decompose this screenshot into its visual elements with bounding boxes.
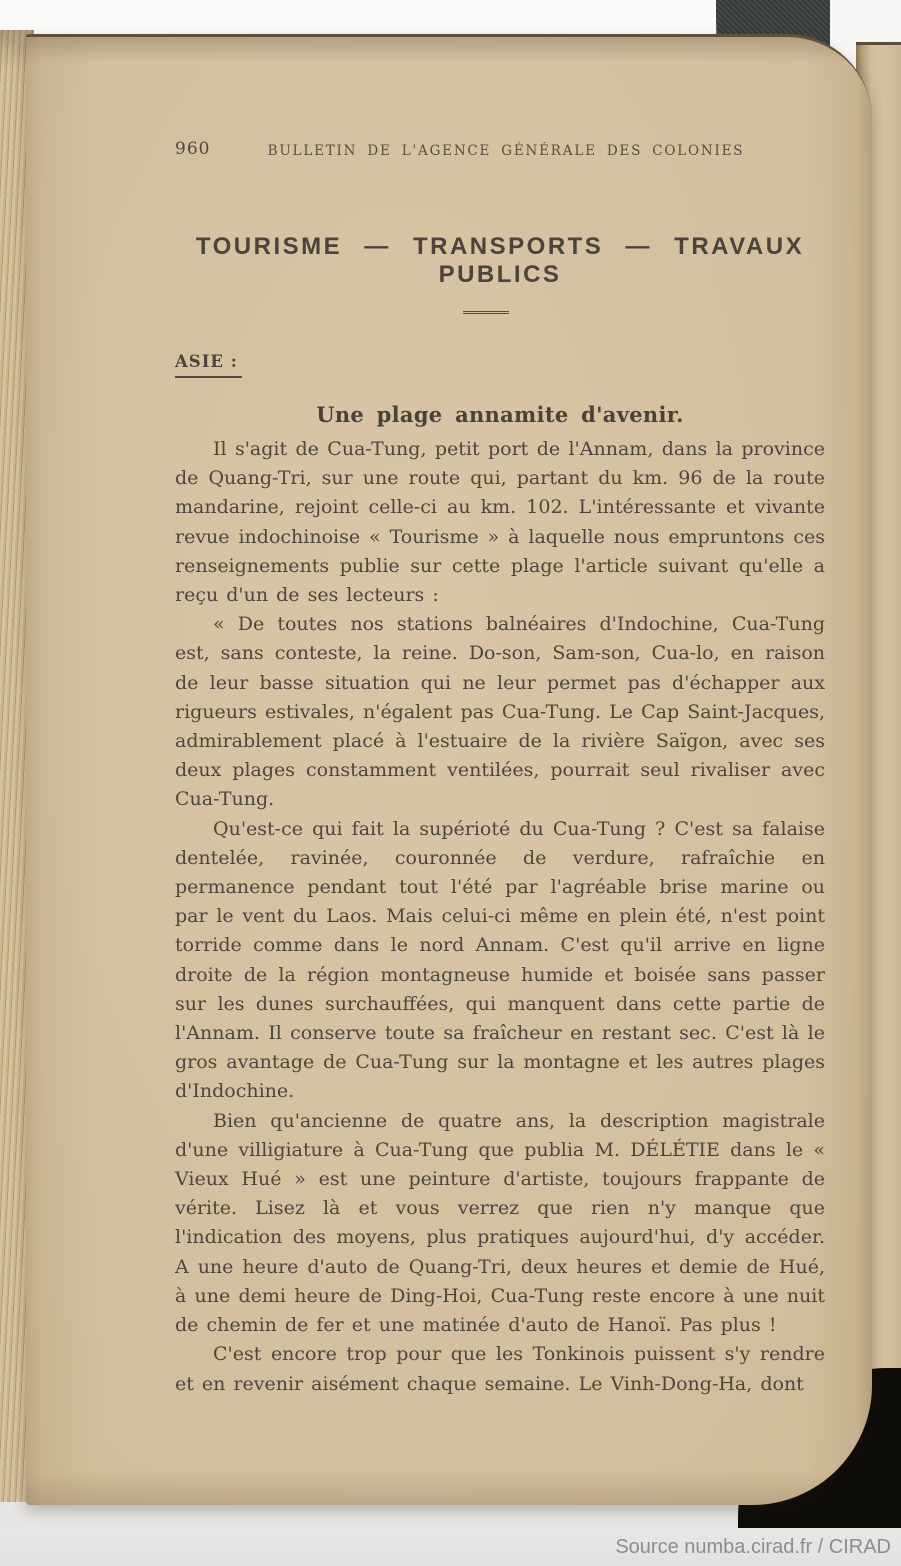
paragraph: Il s'agit de Cua-Tung, petit port de l'Annam, dans la province de Quang-Tri, sur une route qui, partant du km. 96 de la route mandarine, rejoint celle-ci au km. 102. L'intéressante et vivante revue indochinoise « Tourisme » à laquelle nous empruntons ces renseignements publie sur cette plage l'article suivant qu'elle a reçu d'un de ses lecteurs : xyxy=(175,438,825,607)
paragraph: C'est encore trop pour que les Tonkinois puissent s'y rendre et en revenir aisément chaque semaine. Le Vinh-Dong-Ha, dont xyxy=(175,1343,825,1395)
paragraph: Bien qu'ancienne de quatre ans, la description magistrale d'une villigiature à Cua-Tung que publia M. DÉLÉTIE dans le « Vieux Hué » est une peinture d'artiste, toujours frappante de vérite. Lisez là et vous verrez que rien n'y manque que l'indication des moyens, plus pratiques aujourd'hui, d'y accéder. A une heure d'auto de Quang-Tri, deux heures et demie de Hué, à une demi heure de Ding-Hoi, Cua-Tung reste encore à une nuit de chemin de fer et une matinée d'auto de Hanoï. Pas plus ! xyxy=(175,1109,825,1337)
section-title: TOURISME — TRANSPORTS — TRAVAUX PUBLICS xyxy=(195,233,805,288)
source-credit: Source numba.cirad.fr / CIRAD xyxy=(615,1535,891,1558)
book-page xyxy=(26,34,872,1505)
region-label: ASIE : xyxy=(175,352,242,378)
page-number: 960 xyxy=(175,139,211,159)
text-column xyxy=(175,233,825,1399)
running-header: BULLETIN DE L'AGENCE GÉNÉRALE DES COLONIES xyxy=(267,143,745,159)
article-body xyxy=(175,435,825,1399)
source-credit-bar xyxy=(0,1528,901,1566)
paragraph: Qu'est-ce qui fait la supérioté du Cua-Tung ? C'est sa falaise dentelée, ravinée, couronnée de verdure, rafraîchie en permanence pendant tout l'été par l'agréable brise marine ou par le vent du Laos. Mais celui-ci même en plein été, n'est point torride comme dans le nord Annam. C'est qu'il arrive en ligne droite de la région montagneuse humide et boisée sans passer sur les dunes surchauffées, qui manquent dans cette partie de l'Annam. Il conserve toute sa fraîcheur en restant sec. C'est là le gros avantage de Cua-Tung sur la montagne et les autres plages d'Indochine. xyxy=(175,817,825,1103)
paragraph: « De toutes nos stations balnéaires d'Indochine, Cua-Tung est, sans conteste, la reine. Do-son, Sam-son, Cua-lo, en raison de leur basse situation qui ne leur permet pas d'échapper aux rigueurs estivales, n'égalent pas Cua-Tung. Le Cap Saint-Jacques, admirablement placé à l'estuaire de la rivière Saïgon, avec ses deux plages constamment ventilées, pourrait seul rivaliser avec Cua-Tung. xyxy=(175,613,825,811)
article-title: Une plage annamite d'avenir. xyxy=(316,402,684,427)
